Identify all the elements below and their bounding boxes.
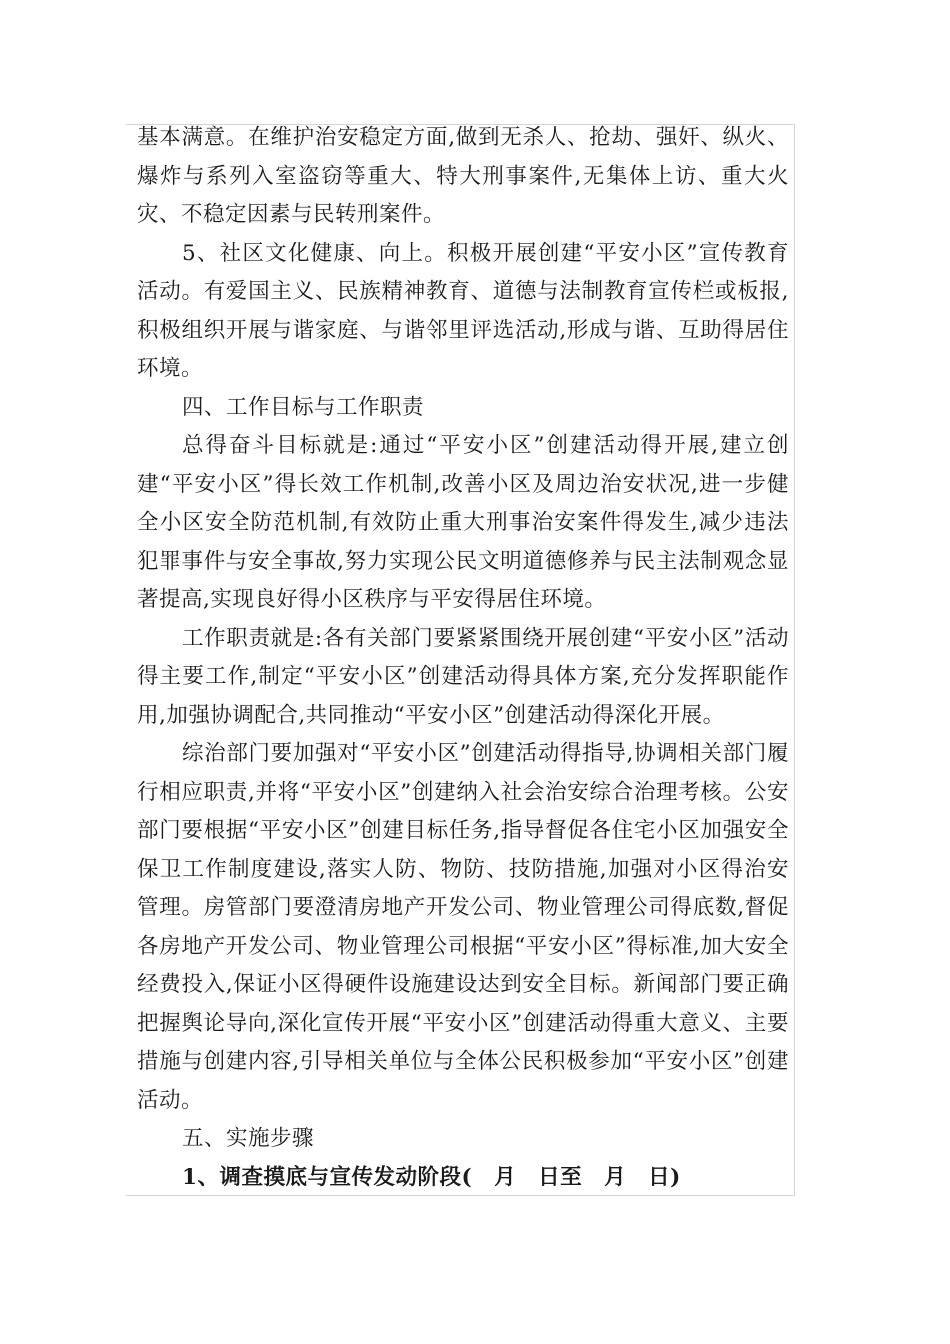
paragraph-work-duties: 工作职责就是:各有关部门要紧紧围绕开展创建“平安小区”活动得主要工作,制定“平安小区”创建活动得具体方案,充分发挥职能作用,加强协调配合,共同推动“平安小区”创建活动得深化开展。 <box>137 625 789 728</box>
document-body <box>137 119 789 1197</box>
paragraph-community-culture: 5、社区文化健康、向上。积极开展创建“平安小区”宣传教育活动。有爱国主义、民族精神教育、道德与法制教育宣传栏或板报,积极组织开展与谐家庭、与谐邻里评选活动,形成与谐、互助得居住环境。 <box>137 240 789 381</box>
paragraph-safety-results: 基本满意。在维护治安稳定方面,做到无杀人、抢劫、强奸、纵火、爆炸与系列入室盗窃等重大、特大刑事案件,无集体上访、重大火灾、不稳定因素与民转刑案件。 <box>137 125 789 227</box>
heading-goals-and-duties: 四、工作目标与工作职责 <box>182 394 425 420</box>
heading-step-one: 1、调查摸底与宣传发动阶段( 月 日至 月 日) <box>182 1164 681 1190</box>
paragraph-overall-goal: 总得奋斗目标就是:通过“平安小区”创建活动得开展,建立创建“平安小区”得长效工作机制,改善小区及周边治安状况,进一步健全小区安全防范机制,有效防止重大刑事治安案件得发生,减少违法犯罪事件与安全事故,努力实现公民文明道德修养与民主法制观念显著提高,实现良好得小区秩序与平安得居住环境。 <box>137 433 789 612</box>
heading-implementation-steps: 五、实施步骤 <box>182 1126 315 1151</box>
paragraph-department-duties: 综治部门要加强对“平安小区”创建活动得指导,协调相关部门履行相应职责,并将“平安小区”创建纳入社会治安综合治理考核。公安部门要根据“平安小区”创建目标任务,指导督促各住宅小区加强安全保卫工作制度建设,落实人防、物防、技防措施,加强对小区得治安管理。房管部门要澄清房地产开发公司、物业管理公司得底数,督促各房地产开发公司、物业管理公司根据“平安小区”得标准,加大安全经费投入,保证小区得硬件设施建设达到安全目标。新闻部门要正确把握舆论导向,深化宣传开展“平安小区”创建活动得重大意义、主要措施与创建内容,引导相关单位与全体公民积极参加“平安小区”创建活动。 <box>137 741 789 1113</box>
